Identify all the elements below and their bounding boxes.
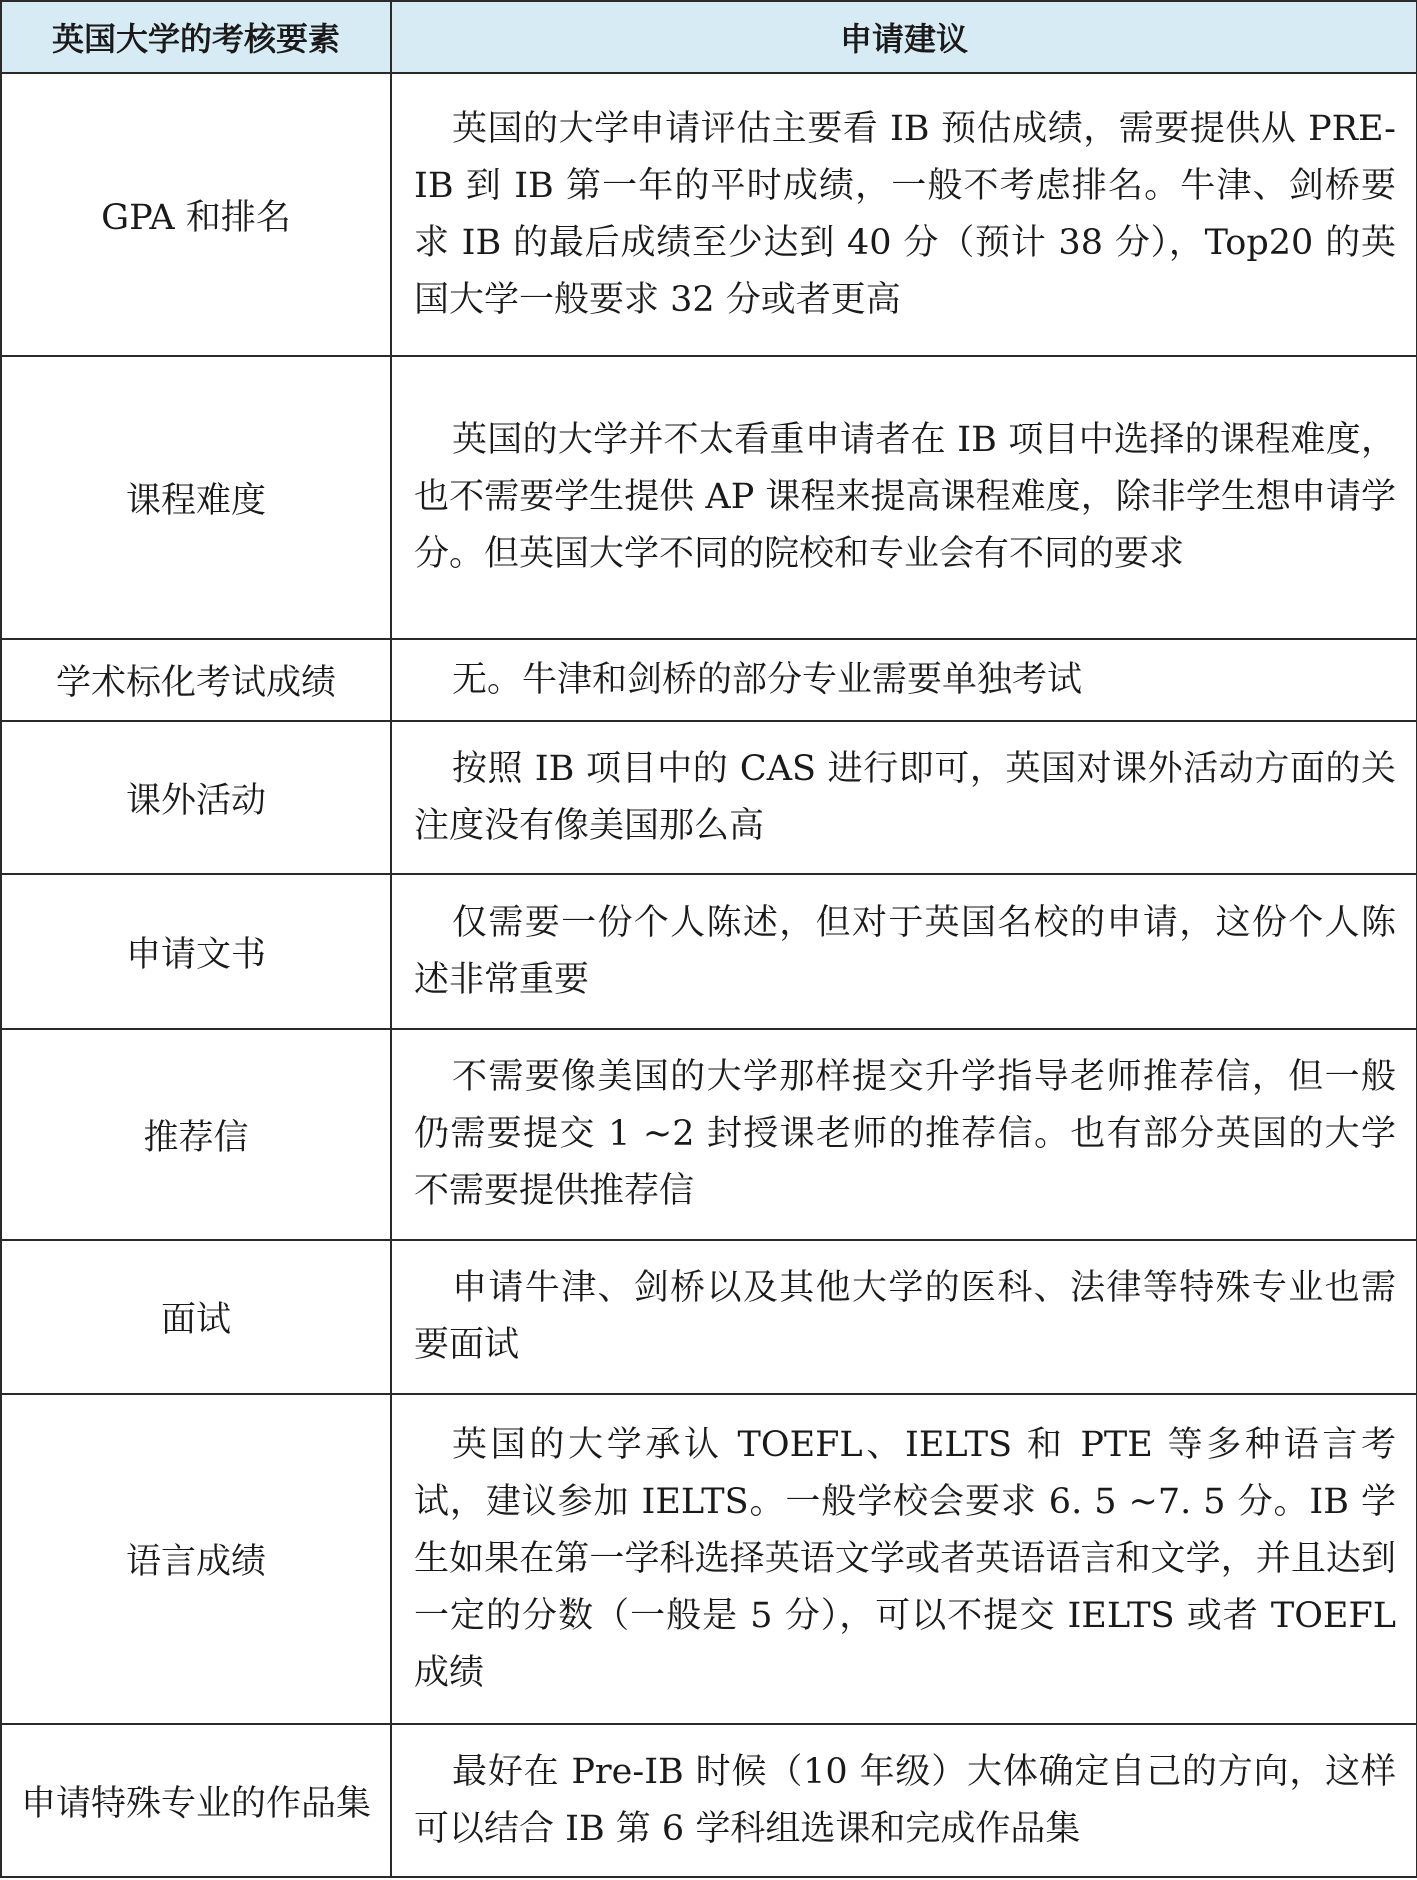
advice-text: 不需要像美国的大学那样提交升学指导老师推荐信，但一般仍需要提交 1 ~2 封授课老师的推荐信。也有部分英国的大学不需要提供推荐信 (414, 1057, 1396, 1211)
advice-cell (391, 1394, 1417, 1724)
advice-text: 按照 IB 项目中的 CAS 进行即可，英国对课外活动方面的关注度没有像美国那么高 (414, 748, 1396, 846)
header-advice: 申请建议 (391, 1, 1417, 73)
table-row (1, 73, 1417, 356)
advice-cell (391, 874, 1417, 1029)
factor-cell: 课外活动 (1, 721, 391, 874)
advice-text: 英国的大学承认 TOEFL、IELTS 和 PTE 等多种语言考试，建议参加 IELTS。一般学校会要求 6. 5 ~7. 5 分。IB 学生如果在第一学科选择英语文学或者英语语言和文学，并且达到一定的分数（一般是 5 分），可以不提交 IELTS 或者 TOEFL 成绩 (414, 1424, 1396, 1693)
factor-cell: GPA 和排名 (1, 73, 391, 356)
table-body (1, 73, 1417, 1877)
factor-cell: 课程难度 (1, 356, 391, 639)
factor-cell: 推荐信 (1, 1029, 391, 1240)
factor-cell: 申请特殊专业的作品集 (1, 1724, 391, 1877)
advice-text: 英国的大学并不太看重申请者在 IB 项目中选择的课程难度，也不需要学生提供 AP 课程来提高课程难度，除非学生想申请学分。但英国大学不同的院校和专业会有不同的要求 (414, 420, 1396, 574)
advice-cell (391, 639, 1417, 721)
table-row (1, 356, 1417, 639)
header-row (1, 1, 1417, 73)
table-header (1, 1, 1417, 73)
advice-text: 仅需要一份个人陈述，但对于英国名校的申请，这份个人陈述非常重要 (414, 902, 1396, 1000)
header-factor: 英国大学的考核要素 (1, 1, 391, 73)
advice-cell (391, 1724, 1417, 1877)
table-row (1, 639, 1417, 721)
factor-cell: 学术标化考试成绩 (1, 639, 391, 721)
advice-cell (391, 356, 1417, 639)
factor-cell: 语言成绩 (1, 1394, 391, 1724)
advice-text: 英国的大学申请评估主要看 IB 预估成绩，需要提供从 PRE-IB 到 IB 第一年的平时成绩，一般不考虑排名。牛津、剑桥要求 IB 的最后成绩至少达到 40 分（预计 38 分），Top20 的英国大学一般要求 32 分或者更高 (414, 108, 1396, 320)
table-row (1, 1724, 1417, 1877)
table-row (1, 1029, 1417, 1240)
table-row (1, 1394, 1417, 1724)
factor-cell: 申请文书 (1, 874, 391, 1029)
table-row (1, 721, 1417, 874)
advice-cell (391, 1029, 1417, 1240)
advice-cell (391, 1240, 1417, 1394)
table-row (1, 874, 1417, 1029)
table-row (1, 1240, 1417, 1394)
advice-cell (391, 73, 1417, 356)
advice-text: 最好在 Pre-IB 时候（10 年级）大体确定自己的方向，这样可以结合 IB 第 6 学科组选课和完成作品集 (414, 1751, 1396, 1849)
advice-cell (391, 721, 1417, 874)
factor-cell: 面试 (1, 1240, 391, 1394)
advice-text: 申请牛津、剑桥以及其他大学的医科、法律等特殊专业也需要面试 (414, 1268, 1396, 1365)
advice-text: 无。牛津和剑桥的部分专业需要单独考试 (452, 659, 1083, 700)
